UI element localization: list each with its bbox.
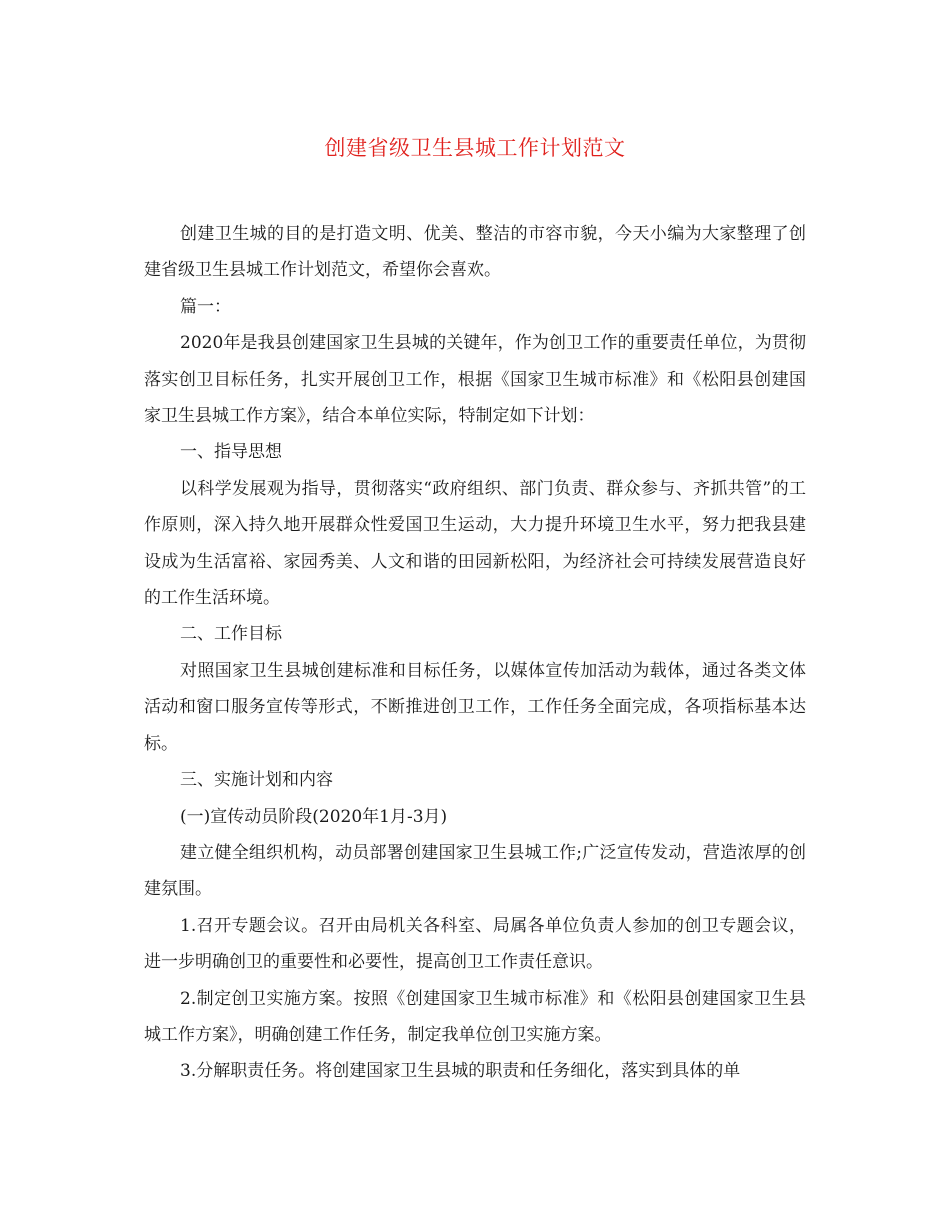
heading-implementation-plan: 三、实施计划和内容 [180,770,333,791]
heading-stage-one: (一)宣传动员阶段(2020年1月-3月) [180,806,448,827]
paragraph-work-goal: 对照国家卫生县城创建标准和目标任务，以媒体宣传加活动为载体，通过各类文体活动和窗口服务宣传等形式，不断推进创卫工作，工作任务全面完成，各项指标基本达标。 [144,660,806,754]
heading-guiding-thought: 一、指导思想 [180,442,282,463]
list-item-1: 1.召开专题会议。召开由局机关各科室、局属各单位负责人参加的创卫专题会议，进一步明确创卫的重要性和必要性，提高创卫工作责任意识。 [144,915,806,973]
heading-work-goal: 二、工作目标 [180,624,282,645]
paragraph-part-one: 篇一： [180,296,231,317]
paragraph-guiding-thought: 以科学发展观为指导，贯彻落实“政府组织、部门负责、群众参与、齐抓共管”的工作原则，深入持久地开展群众性爱国卫生运动，大力提升环境卫生水平，努力把我县建设成为生活富裕、家园秀美、人文和谐的田园新松阳，为经济社会可持续发展营造良好的工作生活环境。 [144,478,806,609]
paragraph-background: 2020年是我县创建国家卫生县城的关键年，作为创卫工作的重要责任单位，为贯彻落实创卫目标任务，扎实开展创卫工作，根据《国家卫生城市标准》和《松阳县创建国家卫生县城工作方案》，结合本单位实际，特制定如下计划： [144,333,806,427]
paragraph-intro: 创建卫生城的目的是打造文明、优美、整洁的市容市貌，今天小编为大家整理了创建省级卫生县城工作计划范文，希望你会喜欢。 [144,224,806,281]
list-item-2: 2.制定创卫实施方案。按照《创建国家卫生城市标准》和《松阳县创建国家卫生县城工作方案》，明确创建工作任务，制定我单位创卫实施方案。 [144,988,806,1045]
document-title: 创建省级卫生县城工作计划范文 [324,136,626,160]
paragraph-stage-one: 建立健全组织机构，动员部署创建国家卫生县城工作;广泛宣传发动，营造浓厚的创建氛围。 [144,842,806,900]
list-item-3: 3.分解职责任务。将创建国家卫生县城的职责和任务细化，落实到具体的单 [180,1061,741,1082]
document-body [144,216,806,1090]
